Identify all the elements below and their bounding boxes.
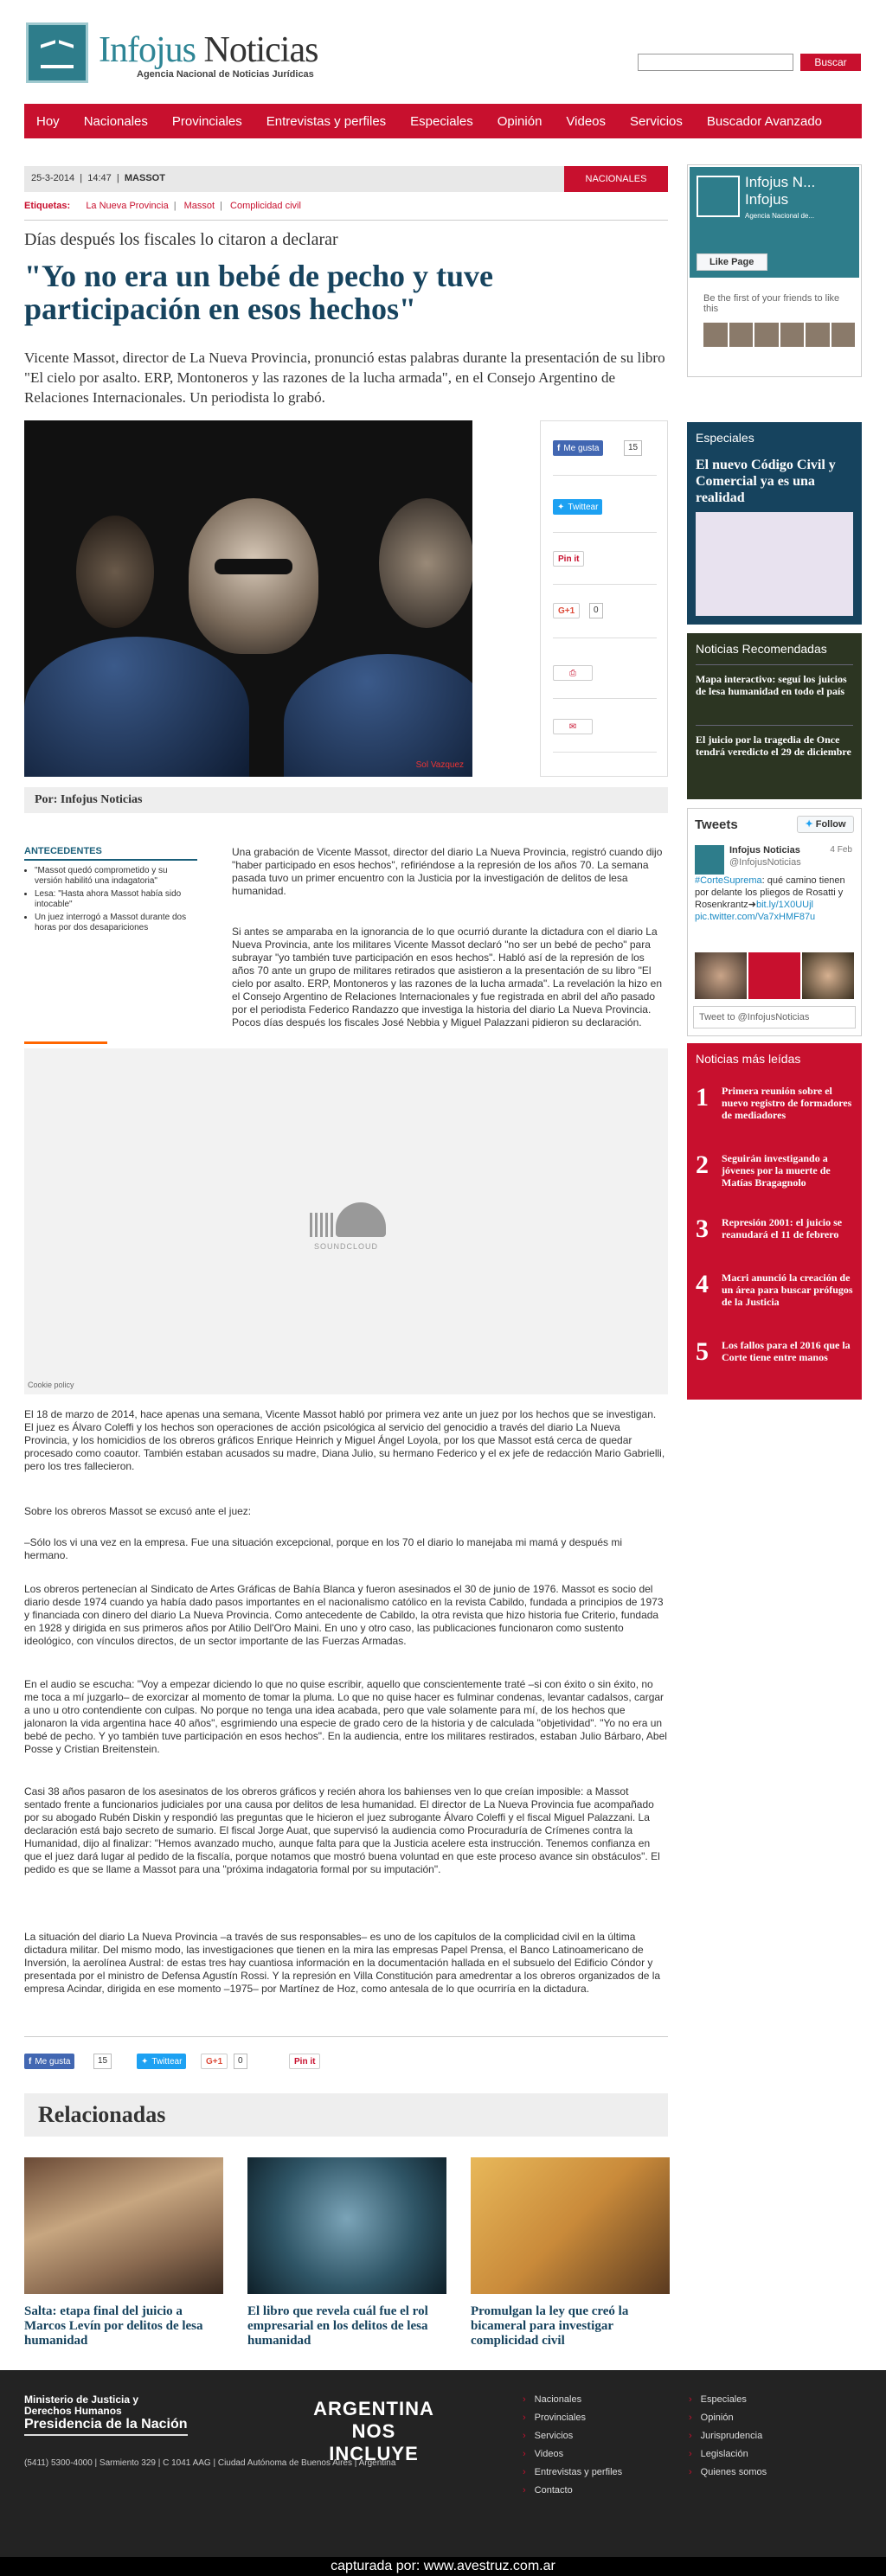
- cookie-policy-link[interactable]: Cookie policy: [28, 1381, 74, 1389]
- tags-label: Etiquetas:: [24, 201, 71, 211]
- mas-leida-link[interactable]: Seguirán investigando a jóvenes por la muerte de Matías Bragagnolo: [722, 1152, 831, 1189]
- footer-slogan: ARGENTINA NOS INCLUYE: [313, 2398, 434, 2464]
- soundcloud-icon: [310, 1202, 396, 1237]
- especiales-heading: Especiales: [696, 431, 754, 445]
- mas-leida-link[interactable]: Macri anunció la creación de un área para buscar prófugos de la Justicia: [722, 1272, 853, 1308]
- tweet-date: 4 Feb: [830, 845, 852, 855]
- site-footer: [0, 2370, 886, 2557]
- rank-number: 2: [696, 1150, 709, 1179]
- tags-row: Etiquetas: La Nueva Provincia | Massot | Complicidad civil: [24, 201, 301, 211]
- twitter-icon: ✦: [557, 502, 565, 512]
- site-logo[interactable]: [99, 29, 318, 71]
- main-nav: [24, 104, 862, 138]
- twitter-follow-button[interactable]: ✦ Follow: [797, 816, 854, 833]
- divider: [24, 2036, 668, 2037]
- tweet-button[interactable]: ✦ Twittear: [137, 2054, 186, 2069]
- tweet-image[interactable]: [695, 952, 854, 999]
- capture-caption: capturada por: www.avestruz.com.ar: [0, 2557, 886, 2576]
- facebook-like-button[interactable]: f Me gusta: [553, 440, 603, 456]
- facebook-icon: f: [557, 443, 561, 453]
- facebook-count: 15: [93, 2054, 112, 2069]
- print-icon[interactable]: ⎙: [553, 665, 593, 681]
- nav-item-servicios[interactable]: Servicios: [630, 113, 683, 129]
- site-header: [0, 0, 886, 102]
- nav-item-entrevistas[interactable]: Entrevistas y perfiles: [266, 113, 387, 129]
- article-paragraph: Casi 38 años pasaron de los asesinatos de los obreros gráficos y recién ahora los bahienses ven lo que creían imposible: a Massot sentado frente a funcionarios judiciales por una causa por delitos de lesa humanidad. El director de La Nueva Provincia fue acompañado por su abogado Rubén Diskin y respondió las preguntas que le hicieron el juez subrogante Álvaro Coleffi y el fiscal Miguel Palazzani. La declaración está bajo secreto de sumario. El fiscal Jorge Auat, que supervisó la audiencia como Procuraduría de Crímenes contra la Humanidad, dijo al finalizar: "Hemos avanzado mucho, aunque falta para que la Justicia acelere esta instrucción. Tenemos confianza en que el juez dará lugar al pedido de la fiscalía, porque notamos que mostró buena voluntad en que este proceso avance sin obstáculos". El pedido es que se llame a Massot para una "próxima indagatoria formal por su imputación".: [24, 1785, 660, 1875]
- footer-link[interactable]: › Jurisprudencia: [689, 2431, 762, 2441]
- article-headline: "Yo no era un bebé de pecho y tuve participación en esos hechos": [24, 259, 494, 326]
- tweets-heading: Tweets: [695, 817, 738, 832]
- avatar[interactable]: [695, 845, 724, 875]
- footer-ministry[interactable]: Ministerio de Justicia y Derechos Humanos: [24, 2393, 139, 2417]
- footer-presidency[interactable]: Presidencia de la Nación: [24, 2417, 188, 2436]
- share-panel: [540, 420, 668, 777]
- footer-link[interactable]: › Entrevistas y perfiles: [523, 2467, 622, 2477]
- tweet-hashtag[interactable]: #CorteSuprema: [695, 875, 762, 886]
- antecedentes-box: [24, 846, 197, 936]
- tag-link[interactable]: Massot: [183, 201, 215, 211]
- logo-icon[interactable]: [26, 22, 88, 83]
- recomendadas-widget: [687, 633, 862, 799]
- brand-word-a: Infojus: [99, 30, 196, 70]
- soundcloud-label: SOUNDCLOUD: [314, 1242, 379, 1251]
- article-paragraph: Si antes se amparaba en la ignorancia de lo que ocurrió durante la dictadura con el diario La Nueva Provincia, ante los militares Vicente Massot declaró "no ser un bebé de pecho" para subrayar "yo también tuve participación en esos hechos". Habló así de la represión de los años 70 ante un grupo de militares retirados que asistieron a la presentación de su libro "El cielo por asalto. ERP, Montoneros y las razones de la lucha armada". La revelación la hizo en el Consejo Argentino de Relaciones Internacionales y fue registrada en abril del año pasado por el periodista Federico Randazzo que investiga la historia del diario La Nueva Provincia. Pocos días después los fiscales José Nebbia y Miguel Palazzani pidieron su declaración.: [232, 926, 662, 1028]
- twitter-icon: ✦: [805, 819, 813, 830]
- article-meta-bar: [24, 166, 668, 192]
- pinterest-button[interactable]: Pin it: [289, 2054, 320, 2069]
- article-paragraph: El 18 de marzo de 2014, hace apenas una semana, Vicente Massot habló por primera vez ante un juez por los hechos que se investigan. El juez es Álvaro Coleffi y los hechos son operaciones de acción psicológica al servicio del genocidio a través del diario La Nueva Provincia, y los homicidios de los obreros gráficos Enrique Heinrich y Miguel Ángel Loyola, por los que Massot está cerca de quedar procesado como coautor. También estaban acusados su madre, Diana Julio, su hermano Federico y el ex jefe de redacción Mario Gabrielli, pero los tres fallecieron.: [24, 1408, 665, 1472]
- rank-number: 1: [696, 1083, 709, 1112]
- article-date: 25-3-2014 | 14:47 | MASSOT: [31, 173, 165, 183]
- rank-number: 5: [696, 1337, 709, 1366]
- footer-link[interactable]: › Provinciales: [523, 2413, 586, 2423]
- nav-item-provinciales[interactable]: Provinciales: [171, 113, 242, 129]
- mas-leidas-widget: [687, 1043, 862, 1400]
- tweet-link[interactable]: pic.twitter.com/Va7xHMF87u: [695, 912, 816, 922]
- mas-leidas-heading: Noticias más leídas: [696, 1052, 801, 1066]
- related-title[interactable]: El libro que revela cuál fue el rol empresarial en los delitos de lesa humanidad: [247, 2304, 428, 2348]
- article-paragraph: Una grabación de Vicente Massot, director del diario La Nueva Provincia, registró cuando dijo "haber participado en esos hechos", refiriéndose a la represión de los años 70. La semana pasada tuvo un primer encuentro con la Justicia por la investigación de delitos de lesa humanidad.: [232, 846, 663, 897]
- especiales-widget: [687, 422, 862, 625]
- footer-link[interactable]: › Legislación: [689, 2449, 748, 2459]
- nav-item-videos[interactable]: Videos: [566, 113, 607, 129]
- search-input[interactable]: [638, 54, 793, 71]
- tag-link[interactable]: La Nueva Provincia: [86, 201, 169, 211]
- recomendadas-heading: Noticias Recomendadas: [696, 642, 827, 656]
- section-badge[interactable]: NACIONALES: [564, 166, 668, 192]
- tweet-button[interactable]: ✦ Twittear: [553, 499, 602, 515]
- footer-link[interactable]: › Videos: [523, 2449, 563, 2459]
- facebook-first-text: Be the first of your friends to like this: [703, 293, 840, 314]
- brand-word-b: Noticias: [203, 30, 318, 70]
- tweet-text: #CorteSuprema: qué camino tienen por delante los pliegos de Rosatti y Rosenkrantz➜bit.ly/1X0UUjl pic.twitter.com/Va7xHMF87u: [695, 875, 845, 922]
- tweet-link[interactable]: bit.ly/1X0UUjl: [755, 900, 813, 910]
- recomendada-link[interactable]: El juicio por la tragedia de Once tendrá veredicto el 29 de diciembre: [696, 734, 851, 758]
- facebook-like-page-button[interactable]: Like Page: [697, 253, 767, 271]
- nav-item-hoy[interactable]: Hoy: [36, 113, 60, 129]
- email-icon[interactable]: ✉: [553, 719, 593, 734]
- related-title[interactable]: Promulgan la ley que creó la bicameral para investigar complicidad civil: [471, 2304, 629, 2348]
- antecedente-link[interactable]: • Un juez interrogó a Massot durante dos horas por dos desapariciones: [35, 913, 197, 933]
- tag-link[interactable]: Complicidad civil: [230, 201, 301, 211]
- article-author-tag: MASSOT: [124, 173, 165, 183]
- facebook-faces: [703, 323, 855, 347]
- tweet-handle: @InfojusNoticias: [729, 857, 801, 868]
- gplus-count: 0: [589, 603, 603, 618]
- facebook-like-button[interactable]: f Me gusta: [24, 2054, 74, 2069]
- footer-link[interactable]: › Nacionales: [523, 2394, 581, 2405]
- mas-leida-link[interactable]: Primera reunión sobre el nuevo registro de formadores de mediadores: [722, 1085, 852, 1121]
- share-bar-bottom: [24, 2054, 668, 2071]
- article-paragraph: En el audio se escucha: "Voy a empezar diciendo lo que no quise escribir, aquello que conscientemente traté –si con éxito o sin éxito, no me toca a mí juzgarlo– de exorcizar al momento de tomar la pluma. Lo que no quise hacer es fulminar condenas, levantar cadalsos, cargar a uno u otro contendiente con culpas. No porque no tenga una idea acabada, pero que vale solamente para mí, de los hechos que jalonaron la vida argentina hace 40 años", esgrimiendo una especie de grado cero de la historia y de calculada "objetividad". "Yo no era un bebé de pecho. Y yo también tuve participación en esos hechos". En la audiencia, entre los militares restirados, estaban Julio Bárbaro, Abel Posse y Cristian Breitenstein.: [24, 1678, 667, 1755]
- footer-address: (5411) 5300-4000 | Sarmiento 329 | C 1041 AAG | Ciudad Autónoma de Buenos Aires | Argentina: [24, 2458, 396, 2468]
- related-title[interactable]: Salta: etapa final del juicio a Marcos Levín por delitos de lesa humanidad: [24, 2304, 203, 2348]
- antecedentes-title: ANTECEDENTES: [24, 846, 197, 861]
- antecedente-link[interactable]: • "Massot quedó comprometido y su versión habilitó una indagatoria": [35, 866, 197, 887]
- footer-link[interactable]: › Especiales: [689, 2394, 747, 2405]
- facebook-page-sub: Agencia Nacional de...: [745, 212, 815, 220]
- gplus-button[interactable]: G+1: [553, 603, 580, 618]
- gplus-button[interactable]: G+1: [201, 2054, 228, 2069]
- footer-link[interactable]: › Contacto: [523, 2485, 573, 2496]
- especiales-image[interactable]: [696, 512, 853, 616]
- article-byline: Por: Infojus Noticias: [24, 787, 668, 813]
- facebook-page-logo: [697, 176, 740, 217]
- site-subtitle: Agencia Nacional de Noticias Jurídicas: [137, 69, 314, 80]
- article-paragraph: –Sólo los vi una vez en la empresa. Fue una situación excepcional, porque en los 70 el diario lo manejaba mi mamá y después mi hermano.: [24, 1536, 623, 1561]
- article-paragraph: Los obreros pertenecían al Sindicato de Artes Gráficas de Bahía Blanca y fueron asesinados el 30 de junio de 1976. Massot es socio del diario desde 1974 cuando ya había dado pasos importantes en el nacionalismo católico en la revista Cabildo, fundada a principios de 1973 y financiada con dinero del diario La Nueva Provincia. Como antecedente de Cabildo, la otra revista que hizo historia fue Criterio, fundada en 1928 y dirigida en sus primeros años por Atilio Dell'Oro Maini. En uno y otro caso, las publicaciones funcionaron como sustento ideológico, con vínculos directos, de un sector importante de las Fuerzas Armadas.: [24, 1583, 664, 1647]
- article-paragraph: Sobre los obreros Massot se excusó ante el juez:: [24, 1505, 252, 1517]
- related-thumbnail[interactable]: [471, 2157, 670, 2294]
- antecedente-link[interactable]: • Lesa: "Hasta ahora Massot había sido intocable": [35, 889, 197, 910]
- footer-link[interactable]: › Opinión: [689, 2413, 734, 2423]
- article-kicker: Días después los fiscales lo citaron a declarar: [24, 230, 338, 249]
- facebook-cover[interactable]: [690, 167, 859, 278]
- related-thumbnail[interactable]: [247, 2157, 446, 2294]
- twitter-widget: [687, 808, 862, 1036]
- especiales-title[interactable]: El nuevo Código Civil y Comercial ya es una realidad: [696, 458, 836, 505]
- rank-number: 3: [696, 1214, 709, 1243]
- article-lead: Vicente Massot, director de La Nueva Provincia, pronunció estas palabras durante la presentación de su libro "El cielo por asalto. ERP, Montoneros y las razones de la lucha armada", en el Consejo Argentino de Relaciones Internacionales. Un periodista lo grabó.: [24, 349, 665, 406]
- search-button[interactable]: Buscar: [800, 54, 861, 71]
- footer-link[interactable]: › Servicios: [523, 2431, 573, 2441]
- tweet-author[interactable]: Infojus Noticias: [729, 845, 800, 855]
- facebook-page-widget: [687, 164, 862, 377]
- gplus-count: 0: [234, 2054, 247, 2069]
- tweet-to-input[interactable]: Tweet to @InfojusNoticias: [693, 1006, 856, 1028]
- divider: [24, 220, 668, 221]
- nav-item-nacionales[interactable]: Nacionales: [83, 113, 148, 129]
- soundcloud-player[interactable]: [24, 1048, 668, 1394]
- related-heading: Relacionadas: [24, 2093, 668, 2137]
- nav-item-opinion[interactable]: Opinión: [497, 113, 543, 129]
- photo-credit: Sol Vazquez: [415, 760, 464, 770]
- facebook-page-name: Infojus N... Infojus: [745, 174, 816, 208]
- soundcloud-rule: [24, 1041, 107, 1044]
- pinterest-button[interactable]: Pin it: [553, 551, 584, 567]
- recomendada-link[interactable]: Mapa interactivo: seguí los juicios de lesa humanidad en todo el país: [696, 673, 847, 697]
- rank-number: 4: [696, 1270, 709, 1298]
- facebook-count: 15: [624, 440, 642, 456]
- facebook-icon: f: [29, 2056, 32, 2067]
- article-photo: [24, 420, 472, 777]
- related-thumbnail[interactable]: [24, 2157, 223, 2294]
- nav-item-buscador[interactable]: Buscador Avanzado: [706, 113, 823, 129]
- twitter-icon: ✦: [141, 2056, 149, 2067]
- mas-leida-link[interactable]: Los fallos para el 2016 que la Corte tiene entre manos: [722, 1339, 851, 1363]
- nav-item-especiales[interactable]: Especiales: [410, 113, 473, 129]
- article-paragraph: La situación del diario La Nueva Provincia –a través de sus responsables– es uno de los capítulos de la complicidad civil en la última dictadura militar. Del mismo modo, las investigaciones que tienen en la mira las empresas Papel Prensa, el Banco Latinoamericano de Inversión, la aerolínea Austral: de estas tres hay cuantiosa información en la documentación hallada en el subsuelo del Edificio Cóndor y presentada por el ministro de Defensa Agustín Rossi. Y la represión en Villa Constitución para amedrentar a los obreros organizados de la empresa Acindar, dirigida en ese momento –1975– por Martínez de Hoz, como antesala de lo que ocurriría en la dictadura.: [24, 1931, 661, 1995]
- mas-leida-link[interactable]: Represión 2001: el juicio se reanudará el 11 de febrero: [722, 1216, 843, 1240]
- footer-link[interactable]: › Quienes somos: [689, 2467, 767, 2477]
